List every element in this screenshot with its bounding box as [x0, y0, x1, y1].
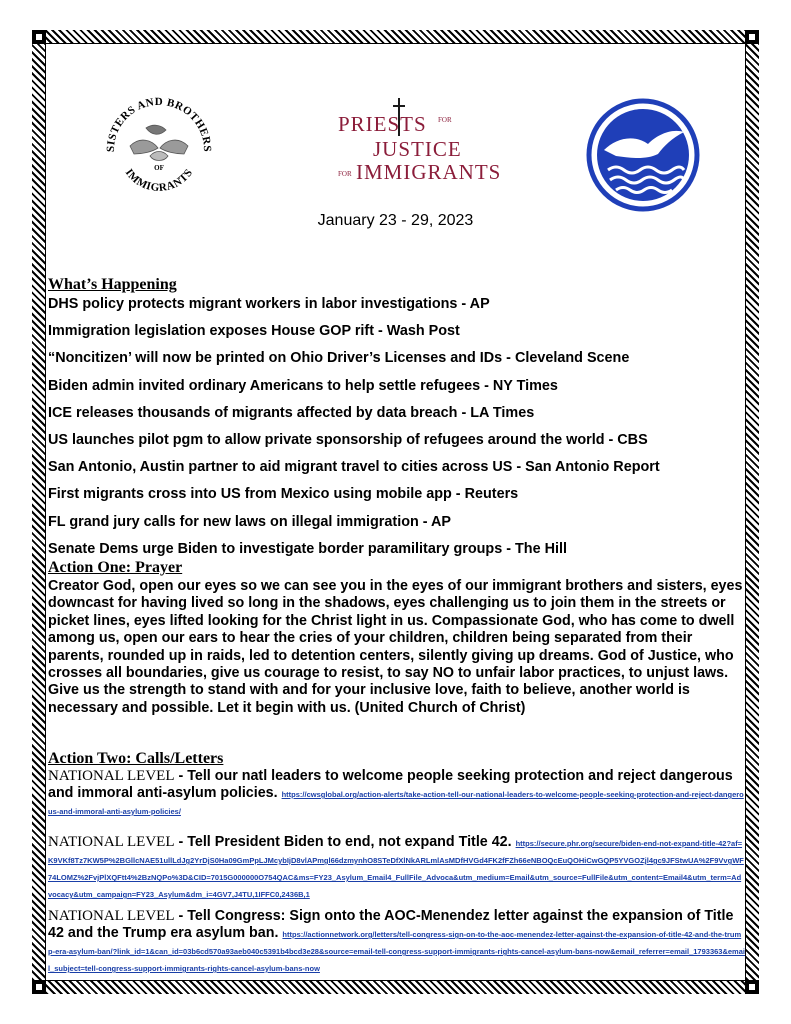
logo-immigrants-text: IMMIGRANTS: [356, 160, 502, 184]
action-text: - Tell Congress: Sign onto the AOC-Menendez letter against the expansion of Title 42 and the Trump era asylum ban.: [48, 908, 734, 941]
action-level-label: NATIONAL LEVEL: [48, 908, 175, 924]
news-item[interactable]: Immigration legislation exposes House GOP rift - Wash Post: [48, 323, 460, 340]
action-level-label: NATIONAL LEVEL: [48, 768, 175, 784]
date-range: January 23 - 29, 2023: [317, 212, 474, 229]
action-one-heading: Action One: Prayer: [48, 559, 183, 576]
logo-left-bottom-text: IMMIGRANTS: [122, 166, 196, 195]
logo-for-text-1: FOR: [438, 116, 452, 124]
news-item[interactable]: San Antonio, Austin partner to aid migrant travel to cities across US - San Antonio Report: [48, 459, 660, 476]
logo-left-of-text: OF: [154, 164, 164, 172]
corner-ornament-top-right: [745, 30, 759, 44]
corner-ornament-bottom-left: [32, 980, 46, 994]
action-link[interactable]: https://cwsglobal.org/action-alerts/take-action-tell-our-national-leaders-to-welcome-people-seeking-protection-and-reject-dangerous-and-immoral-anti-asylum-policies/: [48, 790, 744, 816]
action-link[interactable]: https://secure.phr.org/secure/biden-end-not-expand-title-42?af=K9VKf8Tz7KW5P%2BGllcNAE51ullLdJg2YrDjS0Ha09GmPpLJMcybIjD8vlAPmgl66dzmynhO8STeDfXlNkARLmlAsMDfHVGd4FK2fFZh66eNBOQcEuQOHiCwGQP5YVGOZjl4gc9JFStwUA%2F9VvgWF74LOMZ%2FvjPlXQFtt4%2BzNQPo%3D&CID=7015G000000O754QAC&ms=FY23_Asylum_Email4_FullFile_Advoca&utm_medium=Email&utm_source=FullFile&utm_content=Email4&utm_term=Advocacy&utm_campaign=FY23_Asylum&dm_i=4GV7,J4TU,1IFFC0,2436B,1: [48, 839, 744, 899]
action-item-2: [48, 834, 745, 902]
prayer-text: Creator God, open our eyes so we can see you in the eyes of our immigrant brothers and sisters, eyes downcast for having lived so long in the shadows, eyes challenging us to join them in the streets or picket lines, eyes lifted looking for the Christ light in us. Compassionate God, who has come to dwell among us, open our ears to hear the cries of your children, children being separated from their parents, rounded up in raids, led to detention centers, silently giving up dreams. God of Justice, who crosses all boundaries, give us courage to resist, to say NO to unfair labor practices, to unjust laws. Give us the strength to stand with and for your inclusive love, faith to believe, another world is necessary and possible. Let it begin with us. (United Church of Christ): [48, 578, 743, 716]
logo-priests-text: PRIESTS: [338, 112, 427, 136]
priests-for-justice-logo: [308, 94, 502, 194]
whats-happening-heading: What’s Happening: [48, 276, 177, 293]
logo-left-top-text: SISTERS AND BROTHERS: [104, 95, 214, 153]
news-item[interactable]: “Noncitizen’ will now be printed on Ohio Driver’s Licenses and IDs - Cleveland Scene: [48, 350, 630, 367]
news-item[interactable]: First migrants cross into US from Mexico using mobile app - Reuters: [48, 486, 519, 503]
news-item[interactable]: US launches pilot pgm to allow private sponsorship of refugees around the world - CBS: [48, 431, 648, 448]
sisters-brothers-logo: [100, 88, 218, 206]
news-item[interactable]: Senate Dems urge Biden to investigate border paramilitary groups - The Hill: [48, 540, 567, 557]
action-level-label: NATIONAL LEVEL: [48, 834, 175, 850]
news-item[interactable]: DHS policy protects migrant workers in labor investigations - AP: [48, 296, 490, 312]
joined-hands-icon: [130, 125, 188, 160]
action-two-heading: Action Two: Calls/Letters: [48, 750, 224, 767]
svg-text:SISTERS AND BROTHERS: [105, 96, 213, 152]
logo-justice-text: JUSTICE: [373, 137, 462, 161]
corner-ornament-top-left: [32, 30, 46, 44]
logo-for-text-2: FOR: [338, 170, 352, 178]
action-text: - Tell President Biden to end, not expand Title 42.: [174, 834, 512, 850]
news-item[interactable]: ICE releases thousands of migrants affected by data breach - LA Times: [48, 404, 535, 421]
action-link[interactable]: https://actionnetwork.org/letters/tell-congress-sign-on-to-the-aoc-menendez-letter-against-the-expansion-of-title-42-and-the-trump-era-asylum-ban/?link_id=1&can_id=03b6cd570a93aeb040c5391b4bcd3e28&source=email-tell-congress-support-immigrants-rights-cancel-asylum-bans-now&email_referrer=email_1793363&email_subject=tell-congress-support-immigrants-rights-cancel-asylum-bans-now: [48, 930, 745, 973]
action-text: - Tell our natl leaders to welcome people seeking protection and reject dangerous and immoral anti-asylum policies.: [48, 768, 733, 801]
dove-over-waves-icon: [586, 98, 701, 213]
news-item[interactable]: FL grand jury calls for new laws on illegal immigration - AP: [48, 513, 452, 530]
action-item-3: [48, 908, 745, 976]
newsletter-page: [46, 44, 745, 980]
news-list: [48, 296, 743, 568]
action-item-1: [48, 768, 745, 819]
news-item[interactable]: Biden admin invited ordinary Americans to help settle refugees - NY Times: [48, 377, 558, 394]
corner-ornament-bottom-right: [745, 980, 759, 994]
